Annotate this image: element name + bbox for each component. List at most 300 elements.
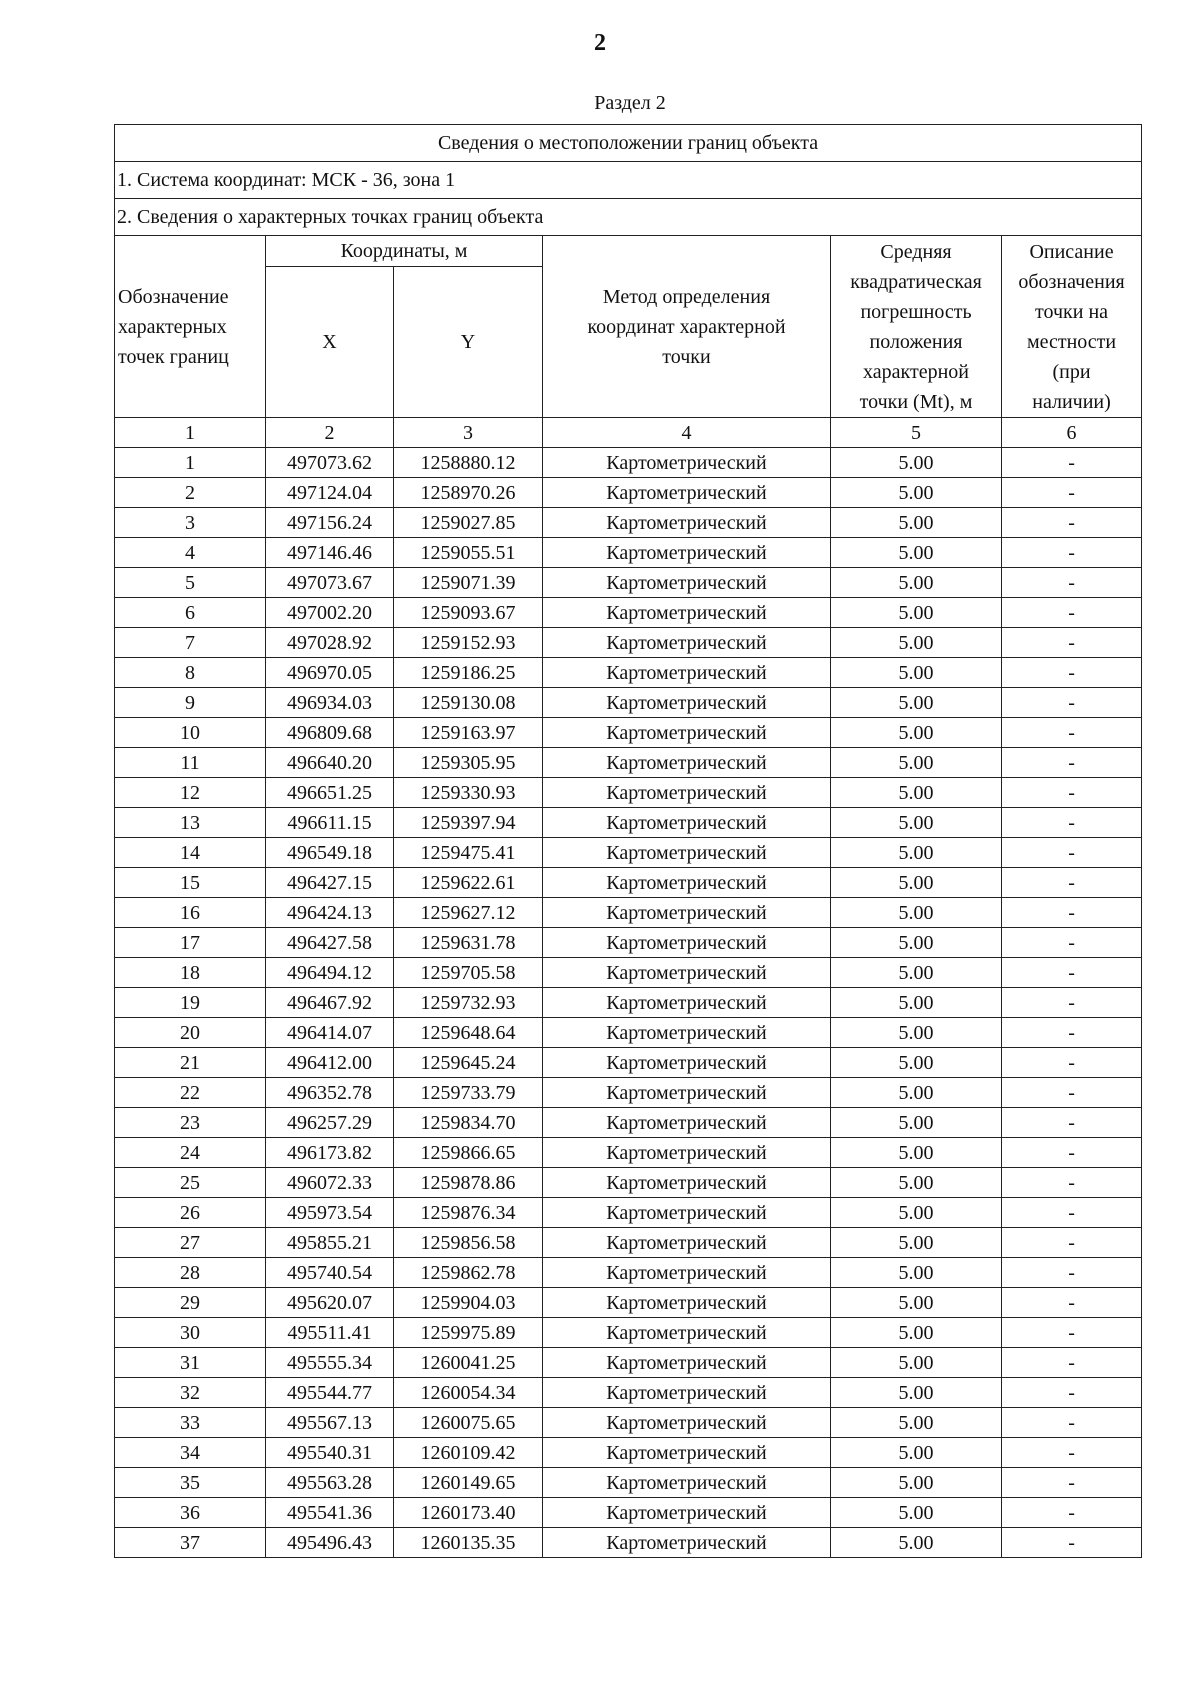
- description-cell: -: [1002, 1378, 1142, 1408]
- x-coordinate-cell: 496809.68: [266, 718, 394, 748]
- table-row: [115, 898, 1142, 928]
- method-cell: Картометрический: [543, 1288, 831, 1318]
- x-coordinate-cell: 496424.13: [266, 898, 394, 928]
- method-cell: Картометрический: [543, 1348, 831, 1378]
- table-row: [115, 718, 1142, 748]
- header-error-line: квадратическая: [850, 270, 982, 293]
- error-cell: 5.00: [831, 808, 1002, 838]
- section-title: Раздел 2: [594, 92, 666, 114]
- header-method: [543, 236, 831, 418]
- x-coordinate-cell: 496412.00: [266, 1048, 394, 1078]
- header-point-line: точек границ: [118, 345, 229, 368]
- point-number-cell: 7: [115, 628, 266, 658]
- point-number-cell: 2: [115, 478, 266, 508]
- point-number-cell: 29: [115, 1288, 266, 1318]
- table-row: [115, 508, 1142, 538]
- table-row: [115, 1528, 1142, 1558]
- x-coordinate-cell: 495567.13: [266, 1408, 394, 1438]
- point-number-cell: 17: [115, 928, 266, 958]
- error-cell: 5.00: [831, 718, 1002, 748]
- y-coordinate-cell: 1259705.58: [394, 958, 543, 988]
- x-coordinate-cell: 496934.03: [266, 688, 394, 718]
- point-number-cell: 36: [115, 1498, 266, 1528]
- x-coordinate-cell: 496414.07: [266, 1018, 394, 1048]
- description-cell: -: [1002, 1018, 1142, 1048]
- method-cell: Картометрический: [543, 898, 831, 928]
- method-cell: Картометрический: [543, 808, 831, 838]
- x-coordinate-cell: 495620.07: [266, 1288, 394, 1318]
- point-number-cell: 35: [115, 1468, 266, 1498]
- error-cell: 5.00: [831, 1408, 1002, 1438]
- description-cell: -: [1002, 448, 1142, 478]
- table-row: [115, 1468, 1142, 1498]
- y-coordinate-cell: 1259186.25: [394, 658, 543, 688]
- y-coordinate-cell: 1258970.26: [394, 478, 543, 508]
- table-row: [115, 1438, 1142, 1468]
- error-cell: 5.00: [831, 1198, 1002, 1228]
- description-cell: -: [1002, 1078, 1142, 1108]
- x-coordinate-cell: 495541.36: [266, 1498, 394, 1528]
- point-number-cell: 14: [115, 838, 266, 868]
- error-cell: 5.00: [831, 1048, 1002, 1078]
- header-point-line: Обозначение: [118, 285, 229, 308]
- table-row: [115, 1108, 1142, 1138]
- description-cell: -: [1002, 838, 1142, 868]
- x-coordinate-cell: 496072.33: [266, 1168, 394, 1198]
- table-row: [115, 448, 1142, 478]
- boundary-points-table: [114, 124, 1142, 1558]
- header-description-line: обозначения: [1018, 270, 1125, 293]
- header-coordinates: Координаты, м: [266, 236, 543, 267]
- y-coordinate-cell: 1259475.41: [394, 838, 543, 868]
- error-cell: 5.00: [831, 928, 1002, 958]
- y-coordinate-cell: 1258880.12: [394, 448, 543, 478]
- error-cell: 5.00: [831, 508, 1002, 538]
- description-cell: -: [1002, 1288, 1142, 1318]
- y-coordinate-cell: 1260109.42: [394, 1438, 543, 1468]
- x-coordinate-cell: 495740.54: [266, 1258, 394, 1288]
- point-number-cell: 24: [115, 1138, 266, 1168]
- table-row: [115, 478, 1142, 508]
- table-row: [115, 868, 1142, 898]
- y-coordinate-cell: 1259627.12: [394, 898, 543, 928]
- point-number-cell: 28: [115, 1258, 266, 1288]
- column-number: 3: [394, 418, 543, 448]
- points-heading: 2. Сведения о характерных точках границ объекта: [115, 199, 1142, 236]
- point-number-cell: 10: [115, 718, 266, 748]
- description-cell: -: [1002, 1228, 1142, 1258]
- point-number-cell: 11: [115, 748, 266, 778]
- y-coordinate-cell: 1260173.40: [394, 1498, 543, 1528]
- x-coordinate-cell: 496352.78: [266, 1078, 394, 1108]
- point-number-cell: 37: [115, 1528, 266, 1558]
- description-cell: -: [1002, 628, 1142, 658]
- x-coordinate-cell: 496549.18: [266, 838, 394, 868]
- header-error-line: точки (Mt), м: [859, 390, 973, 413]
- point-number-cell: 26: [115, 1198, 266, 1228]
- point-number-cell: 15: [115, 868, 266, 898]
- method-cell: Картометрический: [543, 478, 831, 508]
- description-cell: -: [1002, 1468, 1142, 1498]
- column-number: 4: [543, 418, 831, 448]
- method-cell: Картометрический: [543, 778, 831, 808]
- x-coordinate-cell: 497124.04: [266, 478, 394, 508]
- point-number-cell: 25: [115, 1168, 266, 1198]
- table-row: [115, 1258, 1142, 1288]
- y-coordinate-cell: 1260041.25: [394, 1348, 543, 1378]
- error-cell: 5.00: [831, 1168, 1002, 1198]
- y-coordinate-cell: 1259975.89: [394, 1318, 543, 1348]
- point-number-cell: 4: [115, 538, 266, 568]
- table-row: [115, 538, 1142, 568]
- x-coordinate-cell: 495496.43: [266, 1528, 394, 1558]
- error-cell: 5.00: [831, 838, 1002, 868]
- table-row: [115, 688, 1142, 718]
- x-coordinate-cell: 497028.92: [266, 628, 394, 658]
- error-cell: 5.00: [831, 748, 1002, 778]
- point-number-cell: 12: [115, 778, 266, 808]
- error-cell: 5.00: [831, 1378, 1002, 1408]
- y-coordinate-cell: 1260149.65: [394, 1468, 543, 1498]
- description-cell: -: [1002, 1138, 1142, 1168]
- x-coordinate-cell: 495855.21: [266, 1228, 394, 1258]
- description-cell: -: [1002, 1168, 1142, 1198]
- table-row: [115, 748, 1142, 778]
- table-row: [115, 1198, 1142, 1228]
- method-cell: Картометрический: [543, 1378, 831, 1408]
- description-cell: -: [1002, 1408, 1142, 1438]
- y-coordinate-cell: 1259163.97: [394, 718, 543, 748]
- column-number: 6: [1002, 418, 1142, 448]
- error-cell: 5.00: [831, 1138, 1002, 1168]
- error-cell: 5.00: [831, 1018, 1002, 1048]
- point-number-cell: 8: [115, 658, 266, 688]
- method-cell: Картометрический: [543, 508, 831, 538]
- description-cell: -: [1002, 718, 1142, 748]
- method-cell: Картометрический: [543, 448, 831, 478]
- method-cell: Картометрический: [543, 988, 831, 1018]
- y-coordinate-cell: 1259071.39: [394, 568, 543, 598]
- method-cell: Картометрический: [543, 1018, 831, 1048]
- error-cell: 5.00: [831, 628, 1002, 658]
- table-row: [115, 988, 1142, 1018]
- method-cell: Картометрический: [543, 868, 831, 898]
- error-cell: 5.00: [831, 1528, 1002, 1558]
- description-cell: -: [1002, 868, 1142, 898]
- description-cell: -: [1002, 598, 1142, 628]
- method-cell: Картометрический: [543, 1528, 831, 1558]
- point-number-cell: 6: [115, 598, 266, 628]
- x-coordinate-cell: 496173.82: [266, 1138, 394, 1168]
- column-number: 2: [266, 418, 394, 448]
- error-cell: 5.00: [831, 448, 1002, 478]
- method-cell: Картометрический: [543, 1258, 831, 1288]
- y-coordinate-cell: 1259834.70: [394, 1108, 543, 1138]
- description-cell: -: [1002, 988, 1142, 1018]
- x-coordinate-cell: 496257.29: [266, 1108, 394, 1138]
- point-number-cell: 23: [115, 1108, 266, 1138]
- x-coordinate-cell: 495540.31: [266, 1438, 394, 1468]
- method-cell: Картометрический: [543, 1138, 831, 1168]
- method-cell: Картометрический: [543, 1078, 831, 1108]
- point-number-cell: 1: [115, 448, 266, 478]
- description-cell: -: [1002, 508, 1142, 538]
- header-method-line: точки: [662, 345, 711, 368]
- x-coordinate-cell: 497073.62: [266, 448, 394, 478]
- header-error-line: положения: [869, 330, 963, 353]
- description-cell: -: [1002, 1528, 1142, 1558]
- error-cell: 5.00: [831, 658, 1002, 688]
- description-cell: -: [1002, 478, 1142, 508]
- point-number-cell: 21: [115, 1048, 266, 1078]
- coord-system: 1. Система координат: МСК - 36, зона 1: [115, 162, 1142, 199]
- header-row-1: [115, 236, 1142, 267]
- table-row: [115, 1288, 1142, 1318]
- table-row: [115, 1408, 1142, 1438]
- column-number: 1: [115, 418, 266, 448]
- method-cell: Картометрический: [543, 718, 831, 748]
- header-description-line: наличии): [1032, 390, 1111, 413]
- x-coordinate-cell: 495544.77: [266, 1378, 394, 1408]
- x-coordinate-cell: 496467.92: [266, 988, 394, 1018]
- header-description-line: местности: [1026, 330, 1117, 353]
- error-cell: 5.00: [831, 1288, 1002, 1318]
- method-cell: Картометрический: [543, 1318, 831, 1348]
- table-row: [115, 928, 1142, 958]
- method-cell: Картометрический: [543, 1468, 831, 1498]
- table-row: [115, 1078, 1142, 1108]
- point-number-cell: 31: [115, 1348, 266, 1378]
- y-coordinate-cell: 1259856.58: [394, 1228, 543, 1258]
- table-title: Сведения о местоположении границ объекта: [115, 125, 1142, 162]
- x-coordinate-cell: 495555.34: [266, 1348, 394, 1378]
- description-cell: -: [1002, 538, 1142, 568]
- point-number-cell: 9: [115, 688, 266, 718]
- description-cell: -: [1002, 778, 1142, 808]
- error-cell: 5.00: [831, 898, 1002, 928]
- x-coordinate-cell: 496970.05: [266, 658, 394, 688]
- description-cell: -: [1002, 1498, 1142, 1528]
- description-cell: -: [1002, 1198, 1142, 1228]
- table-row: [115, 568, 1142, 598]
- y-coordinate-cell: 1259622.61: [394, 868, 543, 898]
- method-cell: Картометрический: [543, 1108, 831, 1138]
- x-coordinate-cell: 497002.20: [266, 598, 394, 628]
- column-number-row: [115, 418, 1142, 448]
- description-cell: -: [1002, 808, 1142, 838]
- x-coordinate-cell: 497156.24: [266, 508, 394, 538]
- description-cell: -: [1002, 1318, 1142, 1348]
- y-coordinate-cell: 1259130.08: [394, 688, 543, 718]
- x-coordinate-cell: 496611.15: [266, 808, 394, 838]
- table-row: [115, 778, 1142, 808]
- method-cell: Картометрический: [543, 1408, 831, 1438]
- description-cell: -: [1002, 688, 1142, 718]
- description-cell: -: [1002, 1348, 1142, 1378]
- method-cell: Картометрический: [543, 1498, 831, 1528]
- point-number-cell: 3: [115, 508, 266, 538]
- y-coordinate-cell: 1260135.35: [394, 1528, 543, 1558]
- description-cell: -: [1002, 928, 1142, 958]
- header-description-line: (при: [1052, 360, 1091, 383]
- error-cell: 5.00: [831, 478, 1002, 508]
- error-cell: 5.00: [831, 778, 1002, 808]
- x-coordinate-cell: 495511.41: [266, 1318, 394, 1348]
- y-coordinate-cell: 1259862.78: [394, 1258, 543, 1288]
- table-row: [115, 1318, 1142, 1348]
- error-cell: 5.00: [831, 868, 1002, 898]
- error-cell: 5.00: [831, 1228, 1002, 1258]
- table-row: [115, 658, 1142, 688]
- y-coordinate-cell: 1259631.78: [394, 928, 543, 958]
- x-coordinate-cell: 496494.12: [266, 958, 394, 988]
- header-error: [831, 236, 1002, 418]
- table-row: [115, 1018, 1142, 1048]
- x-coordinate-cell: 495563.28: [266, 1468, 394, 1498]
- error-cell: 5.00: [831, 988, 1002, 1018]
- error-cell: 5.00: [831, 1108, 1002, 1138]
- method-cell: Картометрический: [543, 1198, 831, 1228]
- error-cell: 5.00: [831, 1318, 1002, 1348]
- table-row: [115, 808, 1142, 838]
- method-cell: Картометрический: [543, 958, 831, 988]
- method-cell: Картометрический: [543, 838, 831, 868]
- error-cell: 5.00: [831, 958, 1002, 988]
- description-cell: -: [1002, 1108, 1142, 1138]
- y-coordinate-cell: 1259093.67: [394, 598, 543, 628]
- points-heading-row: [115, 199, 1142, 236]
- point-number-cell: 33: [115, 1408, 266, 1438]
- description-cell: -: [1002, 568, 1142, 598]
- y-coordinate-cell: 1259397.94: [394, 808, 543, 838]
- coord-system-row: [115, 162, 1142, 199]
- y-coordinate-cell: 1259732.93: [394, 988, 543, 1018]
- error-cell: 5.00: [831, 1078, 1002, 1108]
- point-number-cell: 22: [115, 1078, 266, 1108]
- table-row: [115, 1348, 1142, 1378]
- x-coordinate-cell: 496427.58: [266, 928, 394, 958]
- x-coordinate-cell: 496640.20: [266, 748, 394, 778]
- method-cell: Картометрический: [543, 598, 831, 628]
- y-coordinate-cell: 1259876.34: [394, 1198, 543, 1228]
- error-cell: 5.00: [831, 568, 1002, 598]
- y-coordinate-cell: 1259152.93: [394, 628, 543, 658]
- description-cell: -: [1002, 1438, 1142, 1468]
- method-cell: Картометрический: [543, 1168, 831, 1198]
- table-row: [115, 1498, 1142, 1528]
- y-coordinate-cell: 1259027.85: [394, 508, 543, 538]
- table-row: [115, 1378, 1142, 1408]
- header-method-line: Метод определения: [602, 285, 771, 308]
- y-coordinate-cell: 1260054.34: [394, 1378, 543, 1408]
- y-coordinate-cell: 1259878.86: [394, 1168, 543, 1198]
- table-row: [115, 1228, 1142, 1258]
- header-description: [1002, 236, 1142, 418]
- y-coordinate-cell: 1259055.51: [394, 538, 543, 568]
- method-cell: Картометрический: [543, 688, 831, 718]
- y-coordinate-cell: 1259648.64: [394, 1018, 543, 1048]
- description-cell: -: [1002, 1258, 1142, 1288]
- x-coordinate-cell: 496427.15: [266, 868, 394, 898]
- y-coordinate-cell: 1260075.65: [394, 1408, 543, 1438]
- method-cell: Картометрический: [543, 928, 831, 958]
- description-cell: -: [1002, 1048, 1142, 1078]
- header-error-line: Средняя: [880, 240, 952, 263]
- header-method-line: координат характерной: [587, 315, 786, 338]
- description-cell: -: [1002, 958, 1142, 988]
- error-cell: 5.00: [831, 688, 1002, 718]
- point-number-cell: 27: [115, 1228, 266, 1258]
- y-coordinate-cell: 1259305.95: [394, 748, 543, 778]
- header-x: X: [266, 267, 394, 418]
- error-cell: 5.00: [831, 598, 1002, 628]
- header-y: Y: [394, 267, 543, 418]
- point-number-cell: 20: [115, 1018, 266, 1048]
- method-cell: Картометрический: [543, 1438, 831, 1468]
- point-number-cell: 13: [115, 808, 266, 838]
- x-coordinate-cell: 497146.46: [266, 538, 394, 568]
- error-cell: 5.00: [831, 1438, 1002, 1468]
- table-row: [115, 598, 1142, 628]
- method-cell: Картометрический: [543, 1228, 831, 1258]
- y-coordinate-cell: 1259645.24: [394, 1048, 543, 1078]
- table-row: [115, 628, 1142, 658]
- header-description-line: Описание: [1029, 240, 1114, 263]
- method-cell: Картометрический: [543, 748, 831, 778]
- x-coordinate-cell: 496651.25: [266, 778, 394, 808]
- error-cell: 5.00: [831, 538, 1002, 568]
- table-row: [115, 1048, 1142, 1078]
- point-number-cell: 30: [115, 1318, 266, 1348]
- table-row: [115, 1168, 1142, 1198]
- point-number-cell: 18: [115, 958, 266, 988]
- point-number-cell: 5: [115, 568, 266, 598]
- x-coordinate-cell: 497073.67: [266, 568, 394, 598]
- page-number: 2: [594, 30, 606, 56]
- x-coordinate-cell: 495973.54: [266, 1198, 394, 1228]
- y-coordinate-cell: 1259330.93: [394, 778, 543, 808]
- point-number-cell: 32: [115, 1378, 266, 1408]
- header-point-designation: [115, 236, 266, 418]
- method-cell: Картометрический: [543, 538, 831, 568]
- description-cell: -: [1002, 658, 1142, 688]
- description-cell: -: [1002, 898, 1142, 928]
- table-row: [115, 838, 1142, 868]
- description-cell: -: [1002, 748, 1142, 778]
- method-cell: Картометрический: [543, 658, 831, 688]
- error-cell: 5.00: [831, 1468, 1002, 1498]
- method-cell: Картометрический: [543, 628, 831, 658]
- y-coordinate-cell: 1259733.79: [394, 1078, 543, 1108]
- point-number-cell: 34: [115, 1438, 266, 1468]
- table-row: [115, 1138, 1142, 1168]
- header-error-line: погрешность: [860, 300, 972, 323]
- header-error-line: характерной: [863, 360, 969, 383]
- method-cell: Картометрический: [543, 1048, 831, 1078]
- error-cell: 5.00: [831, 1498, 1002, 1528]
- column-number: 5: [831, 418, 1002, 448]
- table-row: [115, 958, 1142, 988]
- point-number-cell: 19: [115, 988, 266, 1018]
- header-point-line: характерных: [118, 315, 227, 338]
- method-cell: Картометрический: [543, 568, 831, 598]
- y-coordinate-cell: 1259904.03: [394, 1288, 543, 1318]
- error-cell: 5.00: [831, 1258, 1002, 1288]
- y-coordinate-cell: 1259866.65: [394, 1138, 543, 1168]
- header-description-line: точки на: [1035, 300, 1109, 323]
- table-title-row: [115, 125, 1142, 162]
- point-number-cell: 16: [115, 898, 266, 928]
